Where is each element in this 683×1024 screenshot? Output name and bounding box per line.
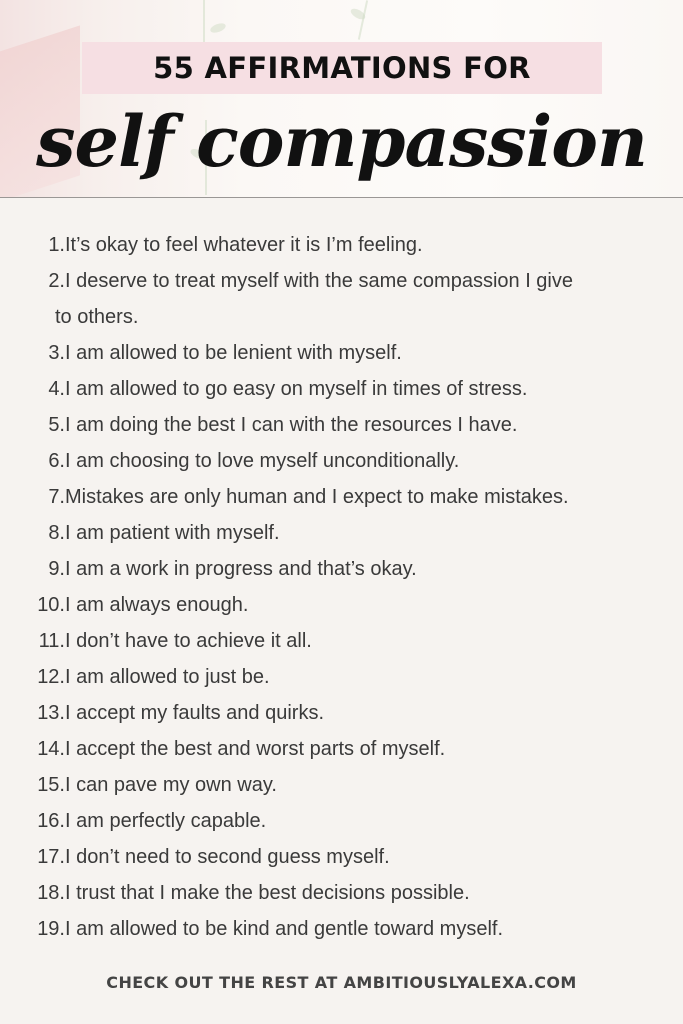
item-text: Mistakes are only human and I expect to make mistakes. <box>65 486 569 508</box>
item-number: 15. <box>37 774 65 796</box>
item-text: I am allowed to be kind and gentle toward myself. <box>65 918 504 940</box>
item-text: I am doing the best I can with the resources I have. <box>65 414 518 436</box>
list-item <box>0 659 683 695</box>
item-text: I am allowed to go easy on myself in times of stress. <box>65 378 528 400</box>
item-number: 18. <box>37 882 65 904</box>
list-item <box>0 767 683 803</box>
list-item <box>0 227 683 263</box>
item-number: 3. <box>48 342 65 364</box>
list-item <box>0 515 683 551</box>
item-number: 11. <box>38 630 65 652</box>
item-number: 5. <box>48 414 65 436</box>
item-number: 17. <box>37 846 65 868</box>
item-text: I can pave my own way. <box>65 774 277 796</box>
item-number: 4. <box>48 378 65 400</box>
item-number: 7. <box>48 486 65 508</box>
header-banner <box>0 0 683 197</box>
item-text: I am allowed to be lenient with myself. <box>65 342 402 364</box>
list-item <box>0 731 683 767</box>
plant-stem-decoration <box>358 0 368 40</box>
item-text: I don’t need to second guess myself. <box>65 846 390 868</box>
title-top-line: 55 AFFIRMATIONS FOR <box>153 51 531 85</box>
header-divider <box>0 197 683 198</box>
item-text: It’s okay to feel whatever it is I’m feeling. <box>65 234 423 256</box>
leaf-decoration <box>209 22 227 35</box>
title-highlight <box>82 42 602 94</box>
list-item <box>0 551 683 587</box>
item-text: I am perfectly capable. <box>65 810 267 832</box>
list-item <box>0 443 683 479</box>
item-number: 16. <box>37 810 65 832</box>
list-item <box>0 803 683 839</box>
footer-cta: CHECK OUT THE REST AT AMBITIOUSLYALEXA.COM <box>106 973 577 992</box>
item-number: 19. <box>37 918 65 940</box>
list-item <box>0 875 683 911</box>
item-text: I am allowed to just be. <box>65 666 270 688</box>
list-item <box>0 839 683 875</box>
item-text: I trust that I make the best decisions possible. <box>65 882 470 904</box>
item-number: 13. <box>37 702 65 724</box>
item-number: 2. <box>48 270 65 292</box>
item-number: 12. <box>37 666 65 688</box>
list-item <box>0 695 683 731</box>
item-number: 9. <box>48 558 65 580</box>
item-text: I am a work in progress and that’s okay. <box>65 558 417 580</box>
item-number: 6. <box>48 450 65 472</box>
item-number: 1. <box>48 234 65 256</box>
item-text: I accept the best and worst parts of myself. <box>65 738 446 760</box>
item-text: I am patient with myself. <box>65 522 280 544</box>
item-number: 14. <box>37 738 65 760</box>
list-item <box>0 587 683 623</box>
page-title: self compassion <box>36 100 647 183</box>
list-item <box>0 623 683 659</box>
list-item <box>0 335 683 371</box>
item-text: I accept my faults and quirks. <box>65 702 325 724</box>
item-text: I am always enough. <box>65 594 249 616</box>
item-number: 8. <box>48 522 65 544</box>
list-item <box>0 263 683 335</box>
list-item <box>0 911 683 947</box>
list-item <box>0 371 683 407</box>
item-text: I deserve to treat myself with the same compassion I give <box>65 270 573 292</box>
list-item <box>0 479 683 515</box>
list-item <box>0 407 683 443</box>
item-number: 10. <box>37 594 65 616</box>
item-text: I don’t have to achieve it all. <box>65 630 312 652</box>
item-text: I am choosing to love myself unconditionally. <box>65 450 460 472</box>
item-text-continued: to others. <box>55 306 139 328</box>
